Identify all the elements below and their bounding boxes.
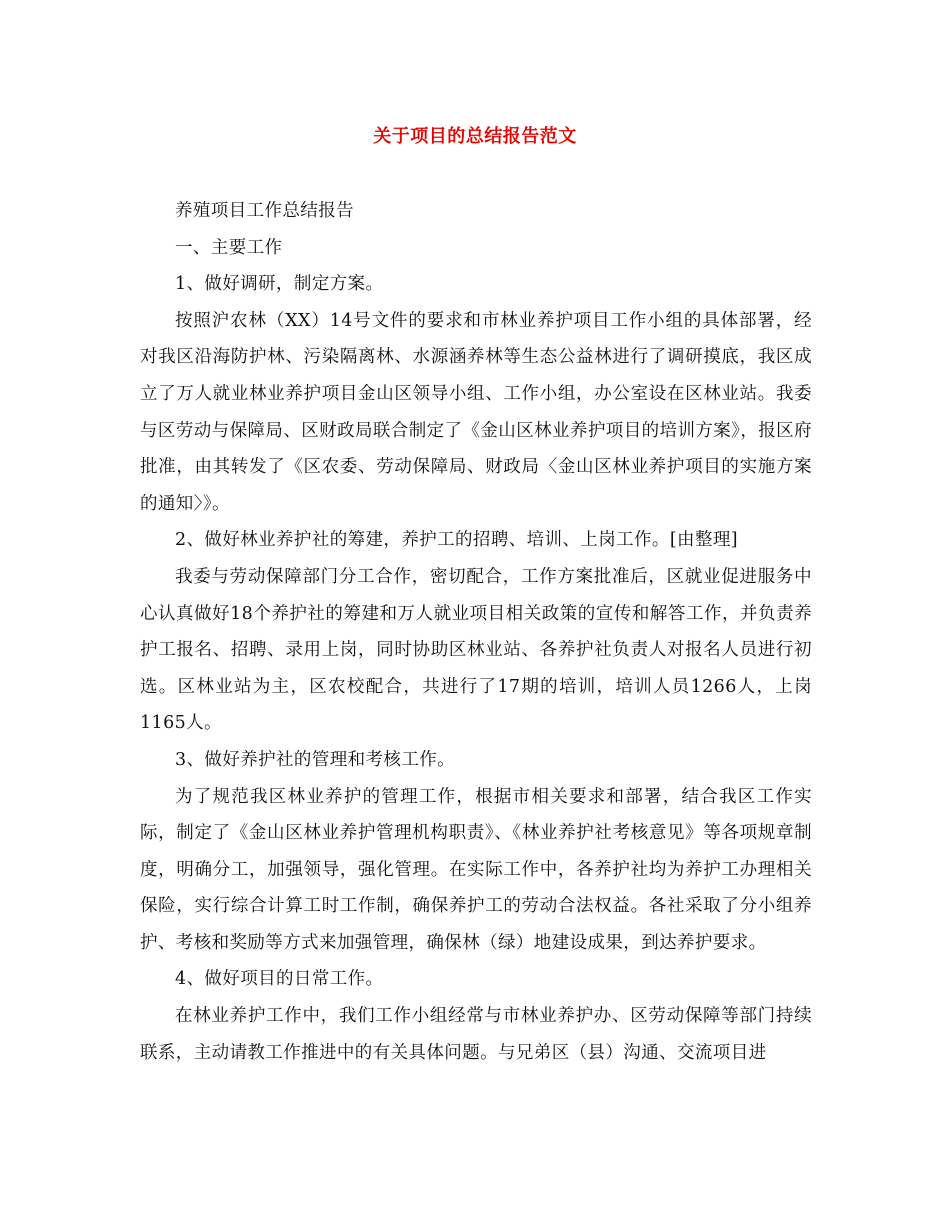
document-body: [140, 193, 812, 1071]
paragraph-item-heading: 3、做好养护社的管理和考核工作。: [175, 749, 456, 770]
document-title: 关于项目的总结报告范文: [373, 126, 577, 147]
paragraph-subtitle: 养殖项目工作总结报告: [175, 201, 354, 221]
paragraph-body: 在林业养护工作中，我们工作小组经常与市林业养护办、区劳动保障等部门持续联系，主动请教工作推进中的有关具体问题。与兄弟区（县）沟通、交流项目进: [140, 1006, 812, 1063]
paragraph-item-heading: 4、做好项目的日常工作。: [175, 969, 384, 990]
paragraph-body: 为了规范我区林业养护的管理工作，根据市相关要求和部署，结合我区工作实际，制定了《金山区林业养护管理机构职责》、《林业养护社考核意见》等各项规章制度，明确分工，加强领导，强化管理。在实际工作中，各养护社均为养护工办理相关保险，实行综合计算工时工作制，确保养护工的劳动合法权益。各社采取了分小组养护、考核和奖励等方式来加强管理，确保林（绿）地建设成果，到达养护要求。: [140, 786, 812, 953]
paragraph-item-heading: 1、做好调研，制定方案。: [175, 274, 384, 295]
paragraph-section-heading: 一、主要工作: [175, 237, 283, 258]
paragraph-item-heading: 2、做好林业养护社的筹建，养护工的招聘、培训、上岗工作。[由整理]: [175, 530, 738, 551]
paragraph-body: 按照沪农林（XX）14号文件的要求和市林业养护项目工作小组的具体部署，经对我区沿海防护林、污染隔离林、水源涵养林等生态公益林进行了调研摸底，我区成立了万人就业林业养护项目金山区领导小组、工作小组，办公室设在区林业站。我委与区劳动与保障局、区财政局联合制定了《金山区林业养护项目的培训方案》，报区府批准，由其转发了《区农委、劳动保障局、财政局〈金山区林业养护项目的实施方案的通知〉》。: [140, 310, 812, 514]
paragraph-body: 我委与劳动保障部门分工合作，密切配合，工作方案批准后，区就业促进服务中心认真做好18个养护社的筹建和万人就业项目相关政策的宣传和解答工作，并负责养护工报名、招聘、录用上岗，同时协助区林业站、各养护社负责人对报名人员进行初选。区林业站为主，区农校配合，共进行了17期的培训，培训人员1266人，上岗1165人。: [140, 566, 812, 734]
